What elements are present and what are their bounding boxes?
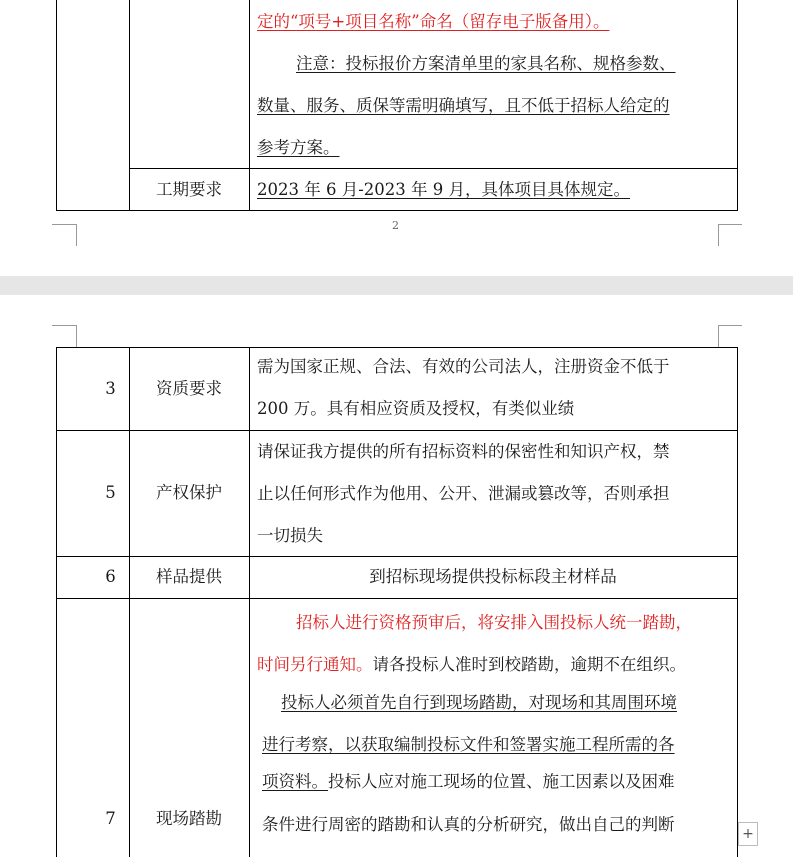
row-label-site-visit: 现场踏勘 [156, 809, 222, 828]
page-separator [0, 276, 793, 295]
row-number: 7 [105, 809, 116, 828]
site-visit-line-6: 条件进行周密的踏勘和认真的分析研究，做出自己的判断 [262, 815, 675, 834]
corner-mark-left-v [76, 224, 77, 246]
corner-mark-right-h [718, 224, 742, 225]
row-number: 3 [105, 379, 116, 398]
note-line-1: 注意：投标报价方案清单里的家具名称、规格参数、 [296, 54, 676, 73]
corner-mark-top-right-h [718, 325, 742, 326]
row-label-qualification: 资质要求 [156, 379, 222, 398]
table2-top-border [56, 347, 738, 348]
corner-mark-left-h [52, 224, 76, 225]
table2-border-left [56, 347, 57, 857]
row-label-ip-protection: 产权保护 [156, 483, 222, 502]
qualification-line-1: 需为国家正规、合法、有效的公司法人，注册资金不低于 [257, 357, 670, 376]
site-visit-line-5 [262, 772, 675, 792]
site-visit-line-2 [257, 655, 686, 675]
note-line-2: 数量、服务、质保等需明确填写，且不低于招标人给定的 [257, 96, 670, 115]
samples-content: 到招标现场提供投标标段主材样品 [369, 567, 617, 586]
red-naming-line: 定的“项号+项目名称”命名（留存电子版备用）。 [257, 12, 610, 31]
row-number: 5 [105, 483, 116, 502]
table-border-right [737, 0, 738, 211]
row-number: 6 [105, 567, 116, 586]
table2-divider-1 [129, 347, 130, 857]
site-visit-black-3: 投标人应对施工现场的位置、施工因素以及困难 [328, 772, 675, 791]
ip-line-2: 止以任何形式作为他用、公开、泄漏或篡改等，否则承担 [257, 484, 670, 503]
table-bottom-border [56, 210, 738, 211]
corner-mark-top-right-v [718, 325, 719, 347]
row-separator-6-7 [56, 598, 738, 599]
document-page-1 [0, 0, 793, 276]
site-visit-underlined-2: 进行考察，以获取编制投标文件和签署实施工程所需的各 [262, 735, 675, 754]
ip-line-1: 请保证我方提供的所有招标资料的保密性和知识产权，禁 [257, 442, 670, 461]
corner-mark-right-v [718, 224, 719, 246]
site-visit-red-fragment: 时间另行通知。 [257, 655, 373, 674]
site-visit-underlined-3: 项资料。 [262, 772, 328, 791]
site-visit-underlined-1: 投标人必须首先自行到现场踏勘，对现场和其周围环境 [281, 693, 677, 712]
site-visit-black-fragment: 请各投标人准时到校踏勘，逾期不在组织。 [372, 655, 686, 674]
add-row-button[interactable]: + [738, 822, 758, 846]
corner-mark-top-left-h [52, 325, 76, 326]
page-number: 2 [392, 219, 399, 232]
qualification-line-2: 200 万。具有相应资质及授权，有类似业绩 [257, 399, 575, 418]
table-divider-2 [249, 0, 250, 211]
table2-border-right [737, 347, 738, 857]
site-visit-red-line-1: 招标人进行资格预审后，将安排入围投标人统一踏勘， [296, 613, 692, 632]
table-border-left [56, 0, 57, 211]
corner-mark-top-left-v [76, 325, 77, 347]
table2-divider-2 [249, 347, 250, 857]
note-line-3: 参考方案。 [257, 138, 340, 157]
row-separator-5-6 [56, 556, 738, 557]
row-separator-3-5 [56, 430, 738, 431]
schedule-label: 工期要求 [156, 180, 222, 199]
schedule-content: 2023 年 6 月-2023 年 9 月，具体项目具体规定。 [257, 180, 631, 199]
row-separator [129, 168, 738, 169]
ip-line-3: 一切损失 [257, 526, 323, 545]
row-label-samples: 样品提供 [156, 567, 222, 586]
